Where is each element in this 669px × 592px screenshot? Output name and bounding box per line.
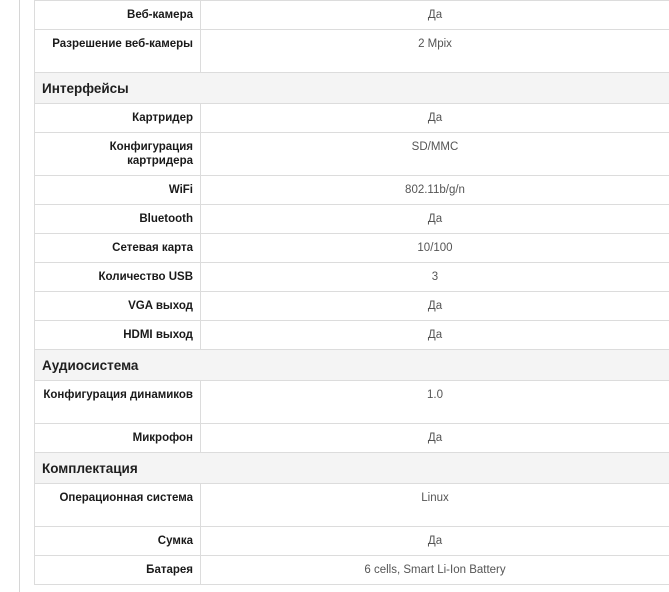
spec-row-bluetooth: [35, 205, 669, 234]
spec-label: WiFi: [35, 176, 201, 205]
spec-label: Bluetooth: [35, 205, 201, 234]
spec-label: Разрешение веб-камеры: [35, 30, 201, 73]
spec-row-bag: [35, 527, 669, 556]
spec-label: Конфигурация динамиков: [35, 381, 201, 424]
spec-value: Да: [201, 424, 669, 453]
section-header-audio: [35, 350, 669, 381]
spec-label: Конфигурация картридера: [35, 133, 201, 176]
spec-label: Количество USB: [35, 263, 201, 292]
section-header-interfaces: [35, 73, 669, 104]
spec-value: 1.0: [201, 381, 669, 424]
spec-value: SD/MMC: [201, 133, 669, 176]
spec-label: HDMI выход: [35, 321, 201, 350]
spec-row-cardreader: [35, 104, 669, 133]
page-left-border: [19, 0, 20, 592]
spec-value: Да: [201, 321, 669, 350]
spec-label: VGA выход: [35, 292, 201, 321]
spec-label: Операционная система: [35, 484, 201, 527]
spec-label: Батарея: [35, 556, 201, 585]
spec-row-os: [35, 484, 669, 527]
spec-row-network-card: [35, 234, 669, 263]
spec-value: 6 cells, Smart Li-Ion Battery: [201, 556, 669, 585]
spec-label: Сумка: [35, 527, 201, 556]
section-title: Интерфейсы: [35, 73, 669, 104]
spec-value: Да: [201, 1, 669, 30]
spec-label: Микрофон: [35, 424, 201, 453]
spec-row-webcam: [35, 1, 669, 30]
spec-value: 3: [201, 263, 669, 292]
spec-label: Веб-камера: [35, 1, 201, 30]
spec-row-webcam-resolution: [35, 30, 669, 73]
spec-value: Да: [201, 527, 669, 556]
spec-value: 2 Mpix: [201, 30, 669, 73]
spec-value: Да: [201, 104, 669, 133]
spec-value: Да: [201, 292, 669, 321]
spec-label: Картридер: [35, 104, 201, 133]
spec-value: Linux: [201, 484, 669, 527]
spec-row-vga: [35, 292, 669, 321]
spec-row-speaker-config: [35, 381, 669, 424]
spec-row-hdmi: [35, 321, 669, 350]
spec-row-cardreader-config: [35, 133, 669, 176]
spec-value: Да: [201, 205, 669, 234]
section-header-package: [35, 453, 669, 484]
section-title: Аудиосистема: [35, 350, 669, 381]
spec-table: [34, 0, 669, 585]
spec-value: 802.11b/g/n: [201, 176, 669, 205]
spec-row-microphone: [35, 424, 669, 453]
section-title: Комплектация: [35, 453, 669, 484]
spec-row-wifi: [35, 176, 669, 205]
spec-row-battery: [35, 556, 669, 585]
spec-label: Сетевая карта: [35, 234, 201, 263]
spec-value: 10/100: [201, 234, 669, 263]
spec-row-usb-count: [35, 263, 669, 292]
